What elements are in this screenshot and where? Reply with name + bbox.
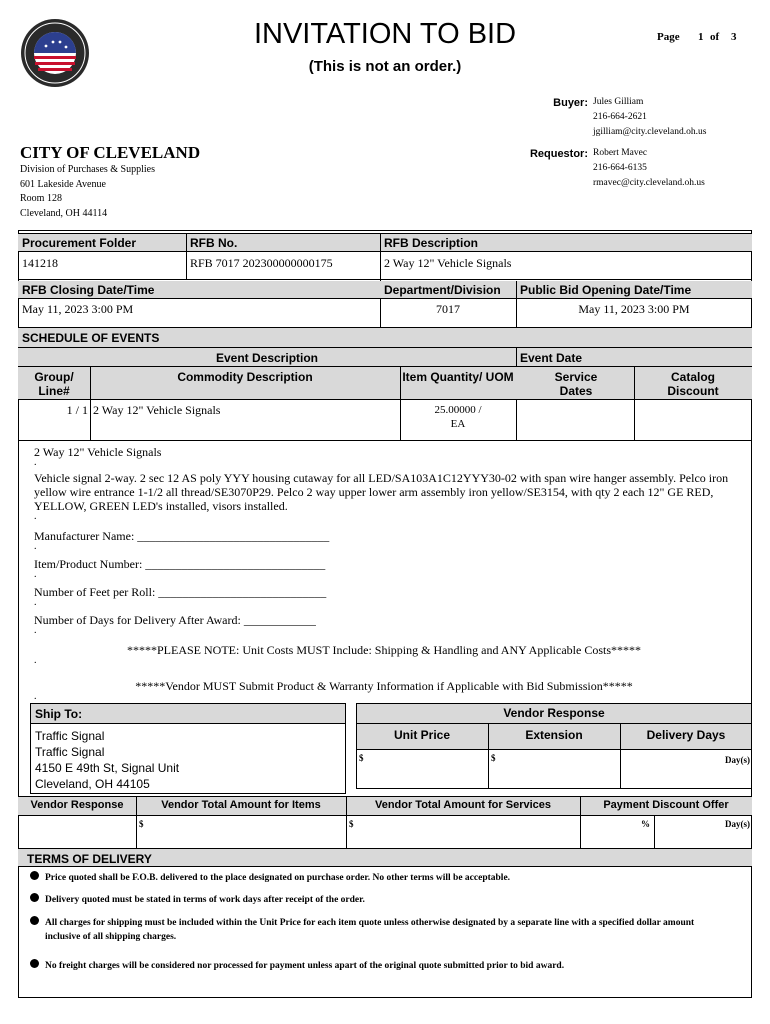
procurement-folder-value: 141218 [22, 256, 58, 270]
payment-discount-label: Payment Discount Offer [603, 799, 729, 811]
details-heading: 2 Way 12" Vehicle Signals [34, 445, 162, 459]
ship-to-line4: Cleveland, OH 44105 [35, 777, 150, 791]
department-label: Department/Division [384, 283, 501, 297]
totals-vendor-response-label: Vendor Response [30, 799, 124, 811]
page-of: of [710, 31, 720, 43]
terms-title: TERMS OF DELIVERY [27, 852, 152, 866]
feet-per-roll-field[interactable]: Number of Feet per Roll: ____________________________ [34, 585, 327, 599]
document-subtitle: (This is not an order.) [308, 58, 462, 75]
page-total: 3 [731, 31, 737, 43]
procurement-folder-label: Procurement Folder [22, 236, 137, 250]
term-item-3: All charges for shipping must be included within the Unit Price for each item quote unless otherwise designated by a separate line with a specified dollar amount inclusive of all shipping charges. [30, 916, 730, 944]
buyer-label: Buyer: [553, 97, 588, 109]
ship-to-label: Ship To: [35, 707, 83, 721]
extension-label: Extension [525, 728, 583, 742]
bullet-icon [30, 959, 39, 968]
ship-to-line3: 4150 E 49th St, Signal Unit [35, 761, 180, 775]
total-services-input[interactable]: $ [349, 819, 354, 829]
bullet-icon [30, 871, 39, 880]
requestor-phone: 216-664-6135 [593, 163, 647, 173]
buyer-contact [593, 95, 706, 140]
delivery-days-label: Delivery Days [646, 728, 726, 742]
total-items-label: Vendor Total Amount for Items [161, 799, 321, 811]
requestor-contact [593, 146, 705, 191]
requestor-name: Robert Mavec [593, 148, 648, 158]
delivery-days-field[interactable]: Number of Days for Delivery After Award: ____________ [34, 613, 316, 627]
total-services-label: Vendor Total Amount for Services [374, 799, 552, 811]
extension-input[interactable]: $ [491, 753, 496, 763]
org-division: Division of Purchases & Supplies [20, 164, 155, 175]
item-product-number-field[interactable]: Item/Product Number: ______________________________ [34, 557, 326, 571]
event-description-label: Event Description [215, 351, 319, 365]
item-quantity-label: Item Quantity/ UOM [402, 370, 514, 384]
unit-price-input[interactable]: $ [359, 753, 364, 763]
department-value: 7017 [436, 302, 460, 316]
rfb-description-label: RFB Description [384, 236, 479, 250]
requestor-label: Requestor: [529, 148, 588, 160]
org-room: Room 128 [20, 193, 62, 204]
group-line-label: Group/ Line# [34, 370, 74, 398]
org-street: 601 Lakeside Avenue [20, 178, 106, 190]
ship-to-line2: Traffic Signal [35, 745, 105, 759]
bullet-icon [30, 893, 39, 902]
requestor-email: rmavec@city.cleveland.oh.us [593, 178, 705, 188]
manufacturer-name-field[interactable]: Manufacturer Name: ________________________________ [34, 529, 330, 543]
rfb-description-value: 2 Way 12" Vehicle Signals [384, 256, 512, 270]
item-details: 2 Way 12" Vehicle Signals . Vehicle signal 2-way. 2 sec 12 AS poly YYY housing cutaway for all LED/SA103A1C12YYY30-02 with span wire hanger assembly. Pelco iron yellow wire entrance 1-1/2 all thread/SE3070P29. Pelco 2 way upper lower arm assembly iron yellow/SE3154, with qty 2 each 12" GE RED, YELLOW, GREEN LED's installed, visors installed. . Manufacturer Name: ________________________________ . Item/Product Number: ______________________________ . Number of Feet per Roll: ____________________________ . Number of Days for Delivery After Award: ____________ . *****PLEASE NOTE: Unit Costs MUST Include: Shipping & Handling and ANY Applicable Costs***** . *****Vendor MUST Submit Product & Warranty Information if Applicable with Bid Submission***** . [34, 445, 734, 701]
details-spec: Vehicle signal 2-way. 2 sec 12 AS poly YYY housing cutaway for all LED/SA103A1C12YYY30-02 with span wire hanger assembly. Pelco iron yellow wire entrance 1-1/2 all thread/SE3070P29. Pelco 2 way upper lower arm assembly iron yellow/SE3154, with qty 2 each 12" GE RED, YELLOW, GREEN LED's installed, visors installed. [34, 471, 729, 513]
bid-opening-value: May 11, 2023 3:00 PM [578, 302, 690, 316]
org-city: Cleveland, OH 44114 [20, 207, 108, 219]
service-dates-label: Service Dates [554, 370, 598, 398]
vendor-response-title: Vendor Response [503, 706, 605, 720]
closing-date-label: RFB Closing Date/Time [22, 283, 155, 297]
page-number: 1 [698, 31, 704, 43]
buyer-name: Jules Gilliam [593, 97, 644, 107]
discount-percent-input[interactable]: % [641, 819, 650, 829]
item-description: 2 Way 12" Vehicle Signals [93, 403, 221, 417]
term-item-1: Price quoted shall be F.O.B. delivered to the place designated on purchase order. No other terms will be acceptable. [30, 871, 730, 885]
organization-address [20, 163, 155, 221]
item-quantity [400, 403, 516, 431]
item-uom-value: EA [450, 418, 466, 430]
page-label: Page [657, 31, 680, 43]
document-title: INVITATION TO BID [253, 18, 517, 50]
total-items-input[interactable]: $ [139, 819, 144, 829]
event-date-label: Event Date [520, 351, 583, 365]
discount-days-input[interactable]: Day(s) [725, 819, 750, 829]
closing-date-value: May 11, 2023 3:00 PM [22, 302, 134, 316]
unit-price-label: Unit Price [393, 728, 450, 742]
city-seal-logo [20, 18, 90, 88]
bullet-icon [30, 916, 39, 925]
organization-name: CITY OF CLEVELAND [20, 143, 201, 162]
item-qty-value: 25.00000 / [434, 404, 482, 416]
term-item-2: Delivery quoted must be stated in terms of work days after receipt of the order. [30, 893, 730, 907]
commodity-description-label: Commodity Description [177, 370, 313, 384]
rfb-no-value: RFB 7017 202300000000175 [190, 256, 333, 270]
ship-to-line1: Traffic Signal [35, 729, 105, 743]
rfb-no-label: RFB No. [190, 236, 238, 250]
ship-to-address [35, 728, 179, 792]
note-unit-costs: *****PLEASE NOTE: Unit Costs MUST Include: Shipping & Handling and ANY Applicable Costs***** [127, 643, 641, 657]
item-line-number: 1 / 1 [66, 403, 88, 417]
buyer-email: jgilliam@city.cleveland.oh.us [593, 127, 707, 137]
delivery-days-input[interactable]: Day(s) [725, 755, 750, 765]
catalog-discount-label: Catalog Discount [667, 370, 719, 398]
bid-opening-label: Public Bid Opening Date/Time [520, 283, 692, 297]
note-warranty: *****Vendor MUST Submit Product & Warranty Information if Applicable with Bid Submission***** [135, 679, 633, 693]
schedule-title: SCHEDULE OF EVENTS [22, 331, 160, 345]
buyer-phone: 216-664-2621 [593, 112, 647, 122]
term-item-4: No freight charges will be considered nor processed for payment unless apart of the original quote submitted prior to bid award. [30, 959, 730, 973]
